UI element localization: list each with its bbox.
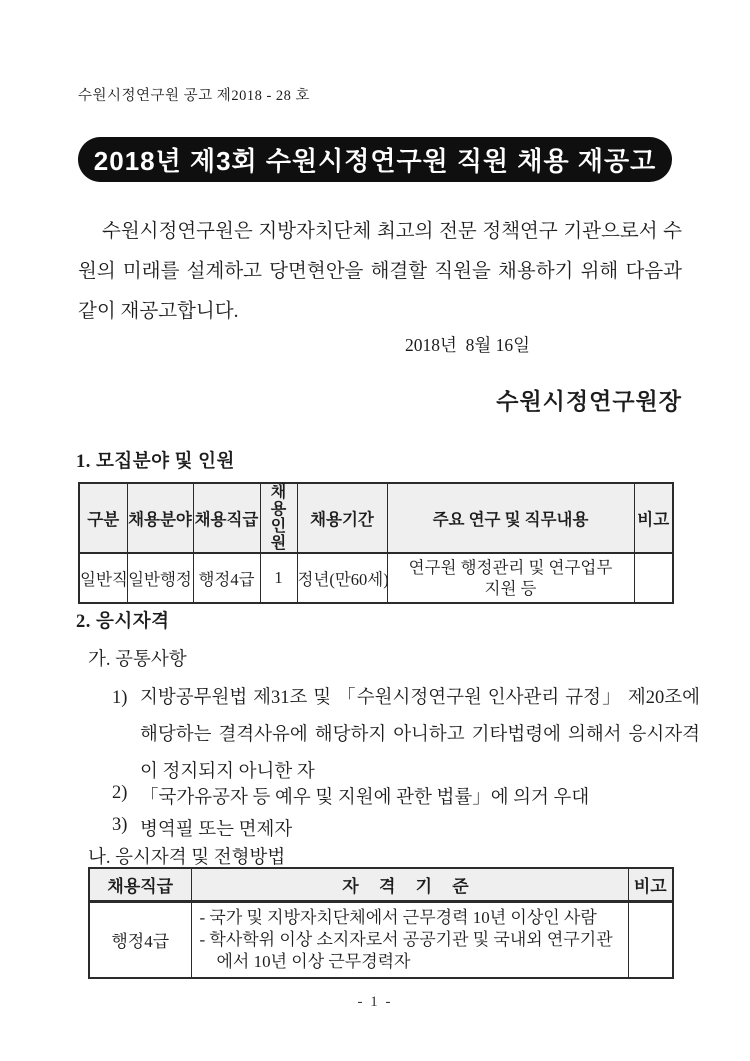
cell-field: 일반행정 <box>127 553 193 603</box>
col-header-headcount: 채용인원 <box>260 483 297 553</box>
cell-duty: 연구원 행정관리 및 연구업무 지원 등 <box>387 553 634 603</box>
section-heading-eligibility: 2. 응시자격 <box>76 612 170 632</box>
qualification-table <box>88 867 674 979</box>
signature-title: 수원시정연구원장 <box>496 389 682 414</box>
list-item-text: 「국가유공자 등 예우 및 지원에 관한 법률」에 의거 우대 <box>140 788 590 808</box>
criteria-bullet: - 국가 및 지방자치단체에서 근무경력 10년 이상인 사람 <box>199 907 597 927</box>
cell-headcount: 1 <box>260 553 297 603</box>
section-heading-recruit: 1. 모집분야 및 인원 <box>76 452 235 472</box>
doc-number: 수원시정연구원 공고 제2018 - 28 호 <box>78 88 311 104</box>
sub-label-method: 나. 응시자격 및 전형방법 <box>88 848 286 868</box>
cell-note <box>628 901 673 978</box>
announcement-date: 2018년 8월 16일 <box>405 335 531 355</box>
list-item-text: 병역필 또는 면제자 <box>140 820 293 840</box>
list-item <box>112 815 292 841</box>
page-number: - 1 - <box>357 994 393 1010</box>
col-header-field: 채용분야 <box>127 483 193 553</box>
qualification-table-header-row <box>89 868 673 901</box>
col-header-criteria: 자 격 기 준 <box>191 868 628 901</box>
list-item-text: 지방공무원법 제31조 및 「수원시정연구원 인사관리 규정」 제20조에 해당하는 결격사유에 해당하지 아니하고 기타법령에 의해서 응시자격이 정지되지 아니한 자 <box>140 688 700 782</box>
col-header-gubun: 구분 <box>79 483 127 553</box>
col-header-period: 채용기간 <box>297 483 387 553</box>
criteria-bullet: - 학사학위 이상 소지자로서 공공기관 및 국내외 연구기관에서 10년 이상 근무경력자 <box>199 929 613 971</box>
list-item-marker: 3) <box>112 815 128 835</box>
title-banner <box>78 137 672 182</box>
col-header-grade: 채용직급 <box>89 868 191 901</box>
recruit-table-row <box>79 553 673 603</box>
cell-period: 정년(만60세) <box>297 553 387 603</box>
col-header-grade: 채용직급 <box>193 483 260 553</box>
intro-paragraph: 수원시정연구원은 지방자치단체 최고의 전문 정책연구 기관으로서 수원의 미래를 설계하고 당면현안을 해결할 직원을 채용하기 위해 다음과 같이 재공고합니다. <box>78 221 682 322</box>
sub-label-common: 가. 공통사항 <box>88 650 187 670</box>
page-title: 2018년 제3회 수원시정연구원 직원 채용 재공고 <box>93 146 657 176</box>
cell-note <box>634 553 673 603</box>
cell-criteria <box>191 901 628 978</box>
col-header-note: 비고 <box>634 483 673 553</box>
list-item-marker: 1) <box>112 688 128 708</box>
list-item <box>112 680 700 791</box>
list-item-marker: 2) <box>112 783 128 803</box>
qualification-table-row <box>89 901 673 978</box>
cell-grade: 행정4급 <box>193 553 260 603</box>
recruit-table <box>78 482 674 604</box>
cell-gubun: 일반직 <box>79 553 127 603</box>
cell-grade: 행정4급 <box>89 901 191 978</box>
recruit-table-header-row <box>79 483 673 553</box>
list-item <box>112 783 589 809</box>
col-header-note: 비고 <box>628 868 673 901</box>
col-header-duty: 주요 연구 및 직무내용 <box>387 483 634 553</box>
